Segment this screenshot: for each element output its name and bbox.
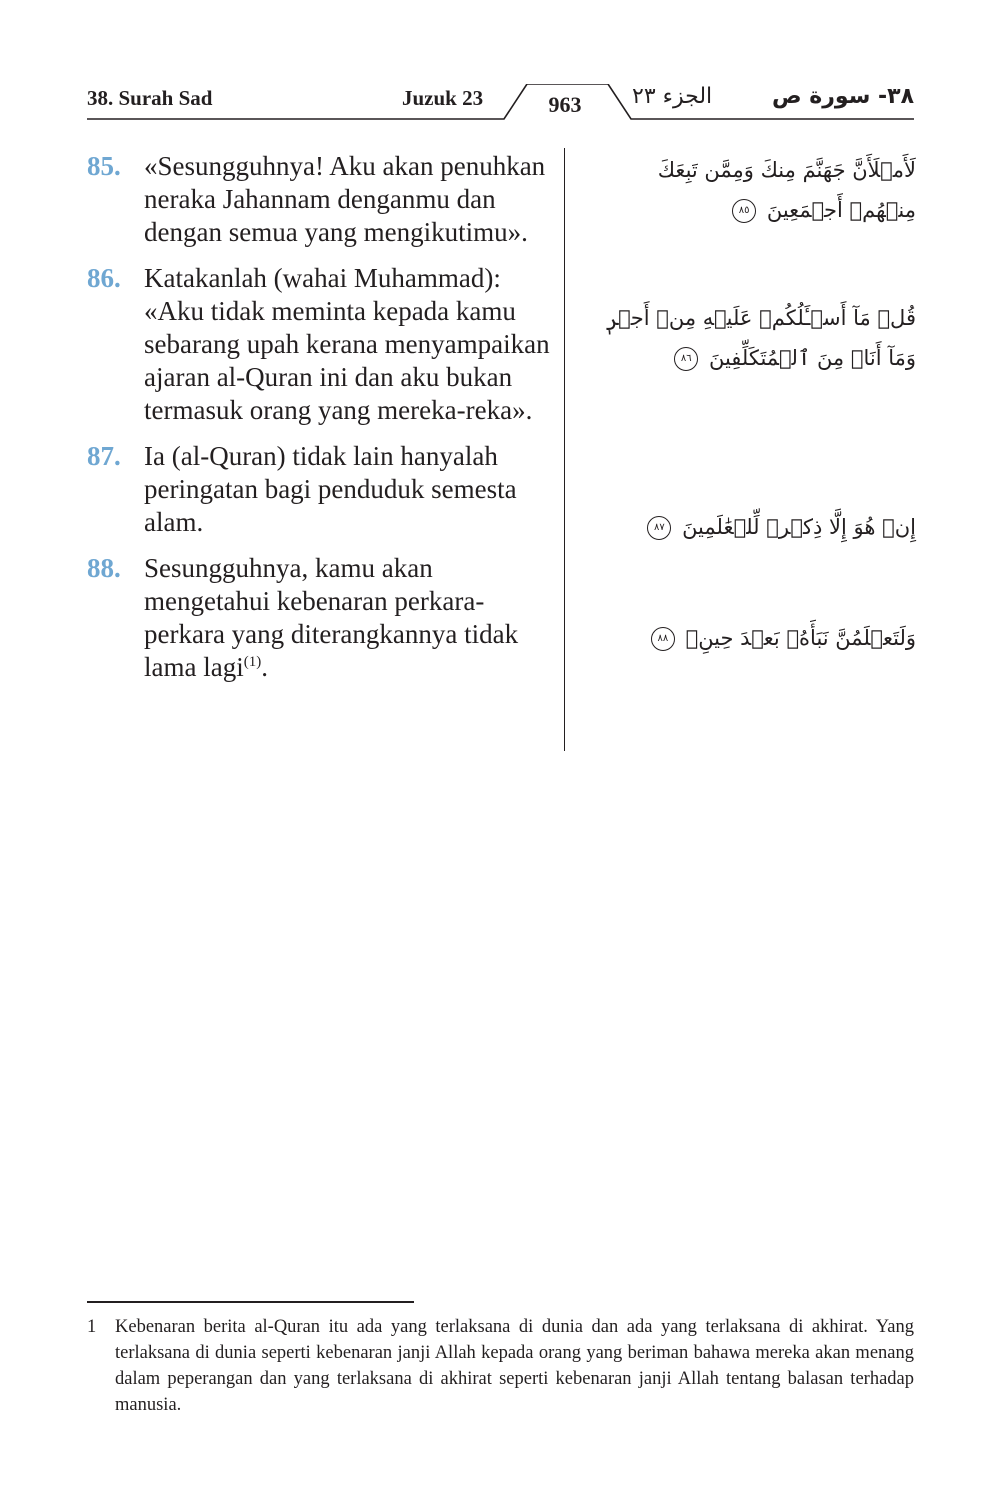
verse-number: 86.	[87, 263, 121, 293]
verse-86	[87, 262, 557, 427]
verse-end-mark: ٨٧	[647, 516, 671, 540]
footnote-text: Kebenaran berita al-Quran itu ada yang terlaksana di dunia dan ada yang terlaksana di akhirat. Yang terlaksana di dunia seperti kebenaran janji Allah kepada orang yang beriman bahawa mereka akan menang dalam peperangan dan yang terlaksana di akhirat seperti kebenaran janji Allah tentang balasan terhadap manusia.	[115, 1317, 914, 1415]
translation-column	[87, 150, 557, 697]
arabic-verse-87	[590, 507, 916, 547]
page-header	[87, 84, 914, 124]
page-number: 963	[548, 92, 582, 117]
column-divider	[564, 148, 565, 751]
verse-text: Sesungguhnya, kamu akan mengetahui kebenaran perkara-perkara yang diterangkannya tidak lama lagi	[144, 553, 519, 682]
surah-title: 38. Surah Sad	[87, 86, 213, 110]
verse-text: Ia (al-Quran) tidak lain hanyalah peringatan bagi penduduk semesta alam.	[144, 441, 517, 537]
arabic-text: وَلَتَعۡلَمُنَّ نَبَأَهُۥ بَعۡدَ حِينِۭ	[685, 626, 916, 650]
arabic-verse-86	[590, 298, 916, 378]
footnote-rule	[87, 1301, 414, 1303]
verse-number: 87.	[87, 441, 121, 471]
verse-end-mark: ٨٥	[732, 199, 756, 223]
footnote-reference[interactable]: (1)	[243, 654, 262, 670]
verse-number: 85.	[87, 151, 121, 181]
verse-end-mark: ٨٨	[651, 627, 675, 651]
verse-end-mark: ٨٦	[674, 347, 698, 371]
surah-arabic-title: ٣٨- سورة ص	[772, 84, 914, 109]
verse-text-wrap	[144, 552, 557, 684]
juz-arabic-label: الجزء ٢٣	[632, 84, 713, 109]
verse-88	[87, 552, 557, 684]
arabic-text: لَأَمۡلَأَنَّ جَهَنَّمَ مِنكَ وَمِمَّن تَبِعَكَ مِنۡهُمۡ أَجۡمَعِينَ	[657, 158, 916, 222]
arabic-text: إِنۡ هُوَ إِلَّا ذِكۡرٞ لِّلۡعَٰلَمِينَ	[682, 515, 916, 539]
arabic-text: قُلۡ مَآ أَسۡـَٔلُكُمۡ عَلَيۡهِ مِنۡ أَجۡرٖ وَمَآ أَنَا۠ مِنَ ٱلۡمُتَكَلِّفِينَ	[605, 306, 916, 370]
juzuk-label: Juzuk 23	[402, 86, 484, 110]
verse-85	[87, 150, 557, 249]
verse-text: «Sesungguhnya! Aku akan penuhkan neraka Jahannam denganmu dan dengan semua yang mengikutimu».	[144, 151, 546, 247]
arabic-verse-85	[590, 150, 916, 230]
arabic-verse-88	[590, 618, 916, 658]
footnote	[87, 1314, 914, 1418]
verse-trailing: .	[261, 652, 268, 682]
verse-text: Katakanlah (wahai Muhammad): «Aku tidak meminta kepada kamu sebarang upah kerana menyampaikan ajaran al-Quran ini dan aku bukan termasuk orang yang mereka-reka».	[144, 263, 550, 425]
footnote-number: 1	[87, 1317, 97, 1337]
verse-87	[87, 440, 557, 539]
verse-number: 88.	[87, 553, 121, 583]
